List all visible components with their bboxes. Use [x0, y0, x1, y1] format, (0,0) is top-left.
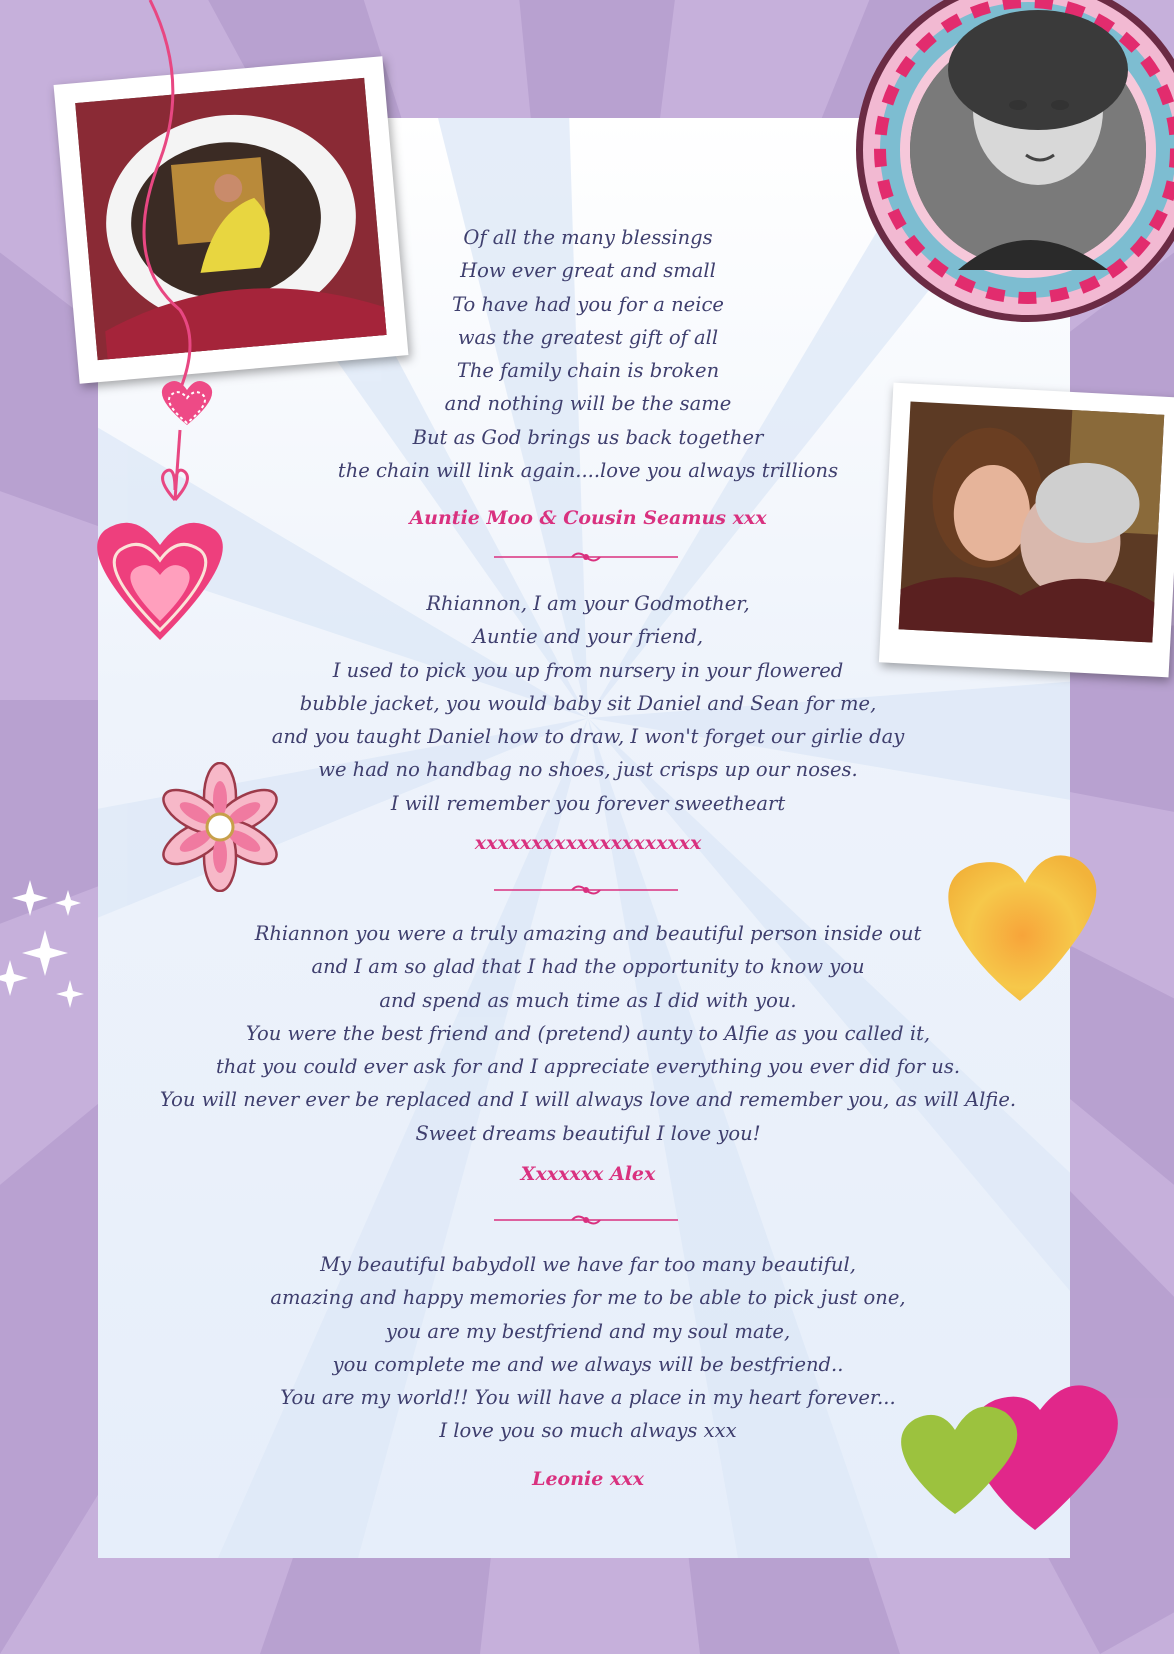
message-line: you are my bestfriend and my soul mate, [385, 1319, 791, 1343]
message-line: Rhiannon, I am your Godmother, [426, 592, 750, 615]
message-line: the chain will link again....love you always trillions [337, 459, 839, 483]
message-line: you complete me and we always will be bestfriend.. [332, 1352, 844, 1376]
two-women-image [879, 383, 1174, 678]
message-line: and I am so glad that I had the opportunity to know you [311, 955, 865, 979]
hearts-pair [890, 1370, 1130, 1540]
ornament-divider [494, 550, 678, 564]
message-line: amazing and happy memories for me to be able to pick just one, [270, 1286, 906, 1310]
message-line: Sweet dreams beautiful I love you! [415, 1121, 761, 1145]
flower-icon [155, 762, 285, 892]
sparkles-icon [0, 870, 110, 1030]
message-line: My beautiful babydoll we have far too many beautiful, [320, 1253, 856, 1276]
message-line: bubble jacket, you would baby sit Daniel and Sean for me, [299, 691, 877, 715]
message-line: we had no handbag no shoes, just crisps up our noses. [318, 758, 858, 782]
message-line: To have had you for a neice [452, 292, 724, 316]
message-line: You will never ever be replaced and I will always love and remember you, as will Alfie. [159, 1088, 1017, 1112]
ornament-divider [494, 883, 678, 897]
ornament-divider [494, 1213, 678, 1227]
message-line: Of all the many blessings [463, 226, 713, 249]
message-alex [140, 917, 1036, 1150]
message-line: I used to pick you up from nursery in your flowered [332, 658, 844, 682]
message-line: and spend as much time as I did with you. [379, 988, 797, 1012]
message-line: I will remember you forever sweetheart [390, 791, 786, 815]
message-line: Auntie and your friend, [472, 625, 704, 649]
message-line: and you taught Daniel how to draw, I won't forget our girlie day [271, 725, 905, 749]
message-line: How ever great and small [460, 259, 716, 283]
message-line: and nothing will be the same [444, 392, 732, 416]
message-line: The family chain is broken [456, 359, 720, 383]
photo-two-women [879, 383, 1174, 678]
message-line: You were the best friend and (pretend) aunty to Alfie as you called it, [245, 1021, 931, 1045]
signature-leonie: Leonie xxx [532, 1468, 644, 1490]
message-line: You are my world!! You will have a place in my heart forever... [280, 1386, 896, 1410]
signature-alex: Xxxxxxx Alex [520, 1163, 656, 1185]
message-line: Rhiannon you were a truly amazing and beautiful person inside out [254, 922, 922, 945]
message-line: But as God brings us back together [412, 425, 764, 449]
signature-kisses: xxxxxxxxxxxxxxxxxxxx [474, 832, 702, 854]
message-line: that you could ever ask for and I appreciate everything you ever did for us. [215, 1055, 961, 1079]
hanging-hearts-icon [60, 0, 260, 680]
photo-portrait-circle [838, 0, 1174, 370]
signature-auntie-moo: Auntie Moo & Cousin Seamus xxx [409, 507, 767, 529]
yellow-heart-icon [940, 838, 1110, 1008]
green-heart-icon [901, 1406, 1017, 1514]
message-line: I love you so much always xxx [439, 1419, 737, 1443]
message-line: was the greatest gift of all [457, 325, 719, 349]
